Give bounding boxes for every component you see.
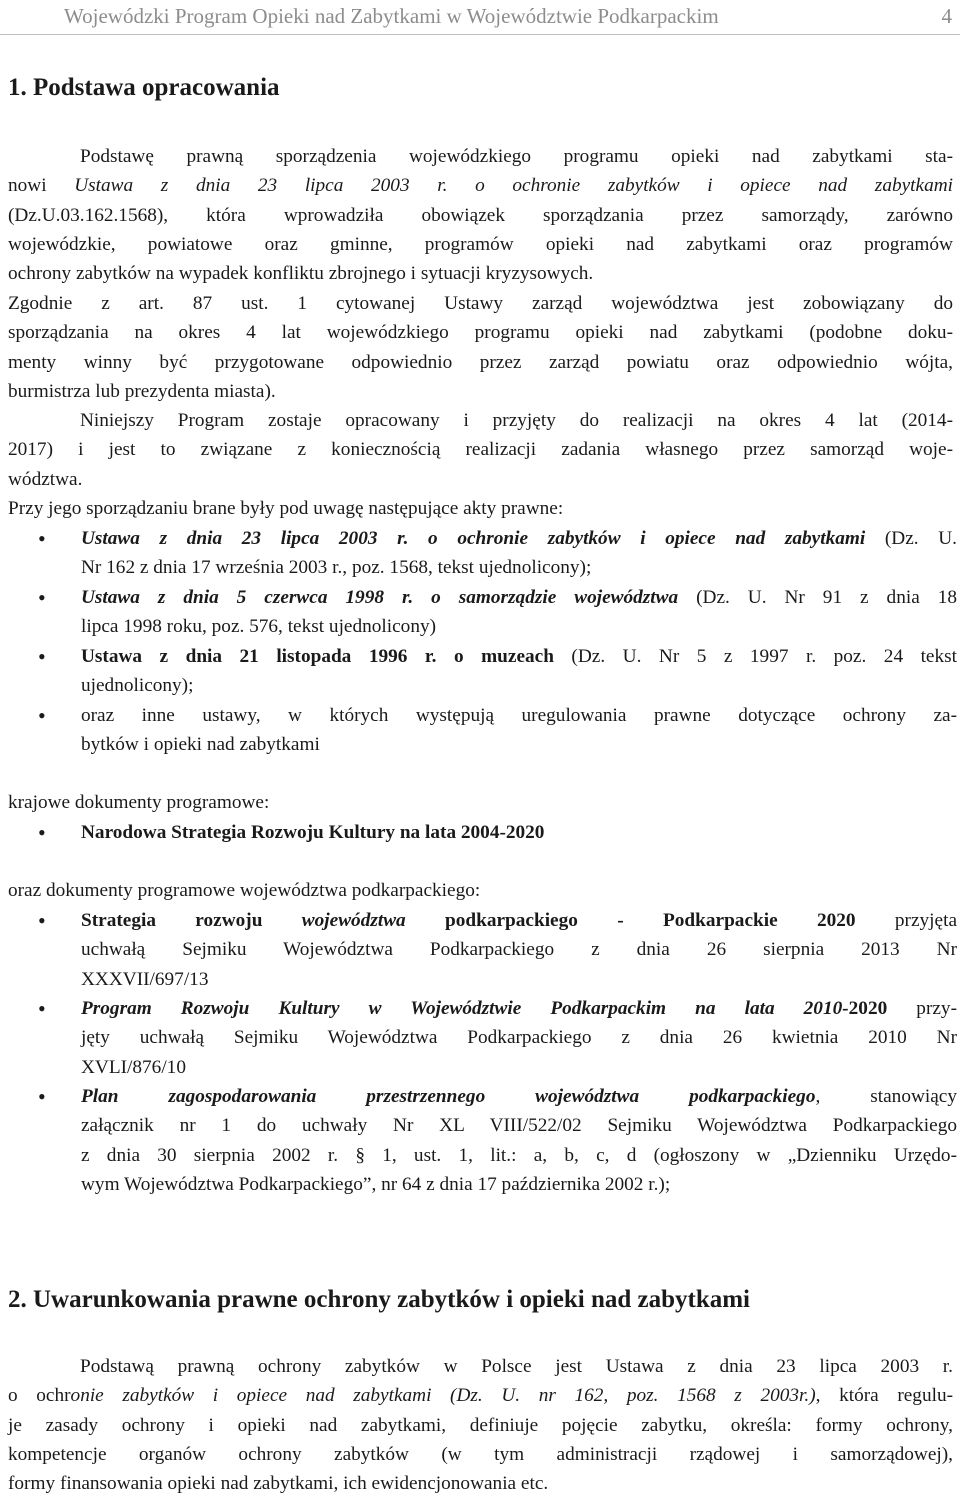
paragraph-program-period [8, 406, 953, 494]
p1-line-3: (Dz.U.03.162.1568), która wprowadziła obowiązek sporządzania przez samorządy, zarówno [8, 204, 953, 226]
s2-line-1: Podstawą prawną ochrony zabytków w Polsce jest Ustawa z dnia 23 lipca 2003 r. [80, 1356, 953, 1377]
s2-line-2-a: o ochr [8, 1385, 71, 1407]
reg-2-bold-italic: Program Rozwoju Kultury w Województwie Podkarpackim na lata 2010- [81, 998, 849, 1019]
reg-2-line-1 [81, 994, 957, 1023]
national-docs-intro: krajowe dokumenty programowe: [8, 792, 270, 813]
bullet-icon: • [38, 996, 46, 1021]
section-2-heading: 2. Uwarunkowania prawne ochrony zabytków i opieki nad zabytkami [8, 1286, 751, 1313]
act-3-line-1 [81, 642, 957, 671]
act-title-italic: Ustawa z dnia 23 lipca 2003 r. o ochronie zabytków i opiece nad zabytkami [74, 175, 953, 197]
p1-line-1: Podstawę prawną sporządzenia wojewódzkiego programu opieki nad zabytkami sta- [80, 146, 953, 167]
p1-line-4: wojewódzkie, powiatowe oraz gminne, programów opieki nad zabytkami oraz programów [8, 233, 953, 255]
reg-1-bold-a: Strategia rozwoju [81, 910, 302, 931]
bullet-icon: • [38, 820, 46, 845]
reg-2-line-2: jęty uchwałą Sejmiku Województwa Podkarpackiego z dnia 26 kwietnia 2010 Nr [81, 1027, 957, 1049]
list-item-culture-program [81, 994, 957, 1082]
s2-act-citation: onie zabytków i opiece nad zabytkami (Dz. U. nr 162, poz. 1568 z 2003r.) [70, 1385, 816, 1407]
reg-3-rest: , stanowiący [815, 1086, 957, 1107]
reg-3-line-2: załącznik nr 1 do uchwały Nr XL VIII/522/02 Sejmiku Województwa Podkarpackiego [81, 1115, 957, 1137]
act-2-title: Ustawa z dnia 5 czerwca 1998 r. o samorządzie województwa [81, 587, 679, 608]
reg-1-rest: przyjęta [855, 910, 957, 931]
list-item-regional-strategy [81, 906, 957, 994]
paragraph-legal-framework [8, 1352, 953, 1498]
act-2-line-1 [81, 583, 957, 612]
p1-line-2-a: nowi [8, 175, 75, 197]
list-item-act-1998 [81, 583, 957, 642]
bullet-icon: • [38, 644, 46, 669]
s2-line-2 [8, 1381, 953, 1410]
s2-line-5: formy finansowania opieki nad zabytkami, ich ewidencjonowania etc. [8, 1473, 549, 1495]
p3-line-1: Niniejszy Program zostaje opracowany i przyjęty do realizacji na okres 4 lat (2014- [80, 410, 953, 431]
act-1-ref: (Dz. U. [865, 528, 958, 549]
p2-line-4: burmistrza lub prezydenta miasta). [8, 380, 276, 402]
paragraph-article-87 [8, 289, 953, 406]
act-4-line-1: oraz inne ustawy, w których występują uregulowania prawne dotyczące ochrony za- [81, 705, 957, 726]
reg-1-bold-italic: województwa [301, 910, 406, 931]
reg-1-line-3: XXXVII/697/13 [81, 968, 209, 990]
bullet-icon: • [38, 908, 46, 933]
bullet-icon: • [38, 703, 46, 728]
reg-3-bold-italic: Plan zagospodarowania przestrzennego województwa podkarpackiego [81, 1086, 816, 1107]
act-2-ref: (Dz. U. Nr 91 z dnia 18 [678, 587, 957, 608]
reg-2-rest: przy- [887, 998, 957, 1019]
list-item-national-strategy: Narodowa Strategia Rozwoju Kultury na lata 2004-2020 [81, 822, 545, 843]
p1-line-5: ochrony zabytków na wypadek konfliktu zbrojnego i sytuacji kryzysowych. [8, 263, 594, 285]
s2-line-2-c: , która regulu- [815, 1385, 954, 1407]
list-item-other-acts [81, 701, 957, 760]
page-header [0, 0, 960, 35]
p3-line-3: wództwa. [8, 468, 83, 490]
bullet-icon: • [38, 585, 46, 610]
bullet-icon: • [38, 1084, 46, 1109]
reg-1-bold-b: podkarpackiego - Podkarpackie 2020 [405, 910, 856, 931]
act-1-line-2: Nr 162 z dnia 17 września 2003 r., poz. 1568, tekst ujednolicony); [81, 557, 592, 579]
reg-3-line-1 [81, 1082, 957, 1111]
reg-1-line-1 [81, 906, 957, 935]
act-3-line-2: ujednolicony); [81, 675, 194, 697]
bullet-icon: • [38, 526, 46, 551]
p2-line-3: menty winny być przygotowane odpowiednio przez zarząd powiatu oraz odpowiednio wójta, [8, 351, 953, 373]
section-1-heading: 1. Podstawa opracowania [8, 74, 280, 101]
header-title: Wojewódzki Program Opieki nad Zabytkami w Województwie Podkarpackim [64, 4, 719, 28]
p3-line-2: 2017) i jest to związane z koniecznością realizacji zadania własnego przez samorząd woje- [8, 439, 953, 461]
reg-2-bold: 2020 [848, 998, 888, 1019]
list-item-act-1996 [81, 642, 957, 701]
list-item-act-2003 [81, 524, 957, 583]
page-number: 4 [941, 4, 952, 28]
list-item-spatial-plan [81, 1082, 957, 1199]
s2-line-3: je zasady ochrony i opieki nad zabytkami, definiuje pojęcie zabytku, określa: formy ochrony, [8, 1414, 953, 1436]
p2-line-1: Zgodnie z art. 87 ust. 1 cytowanej Ustawy zarząd województwa jest zobowiązany do [8, 293, 953, 314]
act-1-line-1 [81, 524, 957, 553]
regional-docs-intro: oraz dokumenty programowe województwa podkarpackiego: [8, 880, 481, 901]
reg-2-line-3: XVLI/876/10 [81, 1056, 186, 1078]
acts-intro: Przy jego sporządzaniu brane były pod uwagę następujące akty prawne: [8, 498, 564, 519]
reg-3-line-4: wym Województwa Podkarpackiego”, nr 64 z dnia 17 października 2002 r.); [81, 1173, 671, 1195]
reg-1-line-2: uchwałą Sejmiku Województwa Podkarpackiego z dnia 26 sierpnia 2013 Nr [81, 939, 957, 961]
act-3-title: Ustawa z dnia 21 listopada 1996 r. o muzeach [81, 646, 554, 667]
s2-line-4: kompetencje organów ochrony zabytków (w tym administracji rządowej i samorządowej), [8, 1443, 953, 1465]
p2-line-2: sporządzania na okres 4 lat wojewódzkiego programu opieki nad zabytkami (podobne doku- [8, 322, 953, 344]
act-3-ref: (Dz. U. Nr 5 z 1997 r. poz. 24 tekst [553, 646, 957, 667]
act-1-title: Ustawa z dnia 23 lipca 2003 r. o ochronie zabytków i opiece nad zabytkami [81, 528, 866, 549]
p1-line-2 [8, 171, 953, 200]
act-2-line-2: lipca 1998 roku, poz. 576, tekst ujednolicony) [81, 616, 437, 638]
reg-3-line-3: z dnia 30 sierpnia 2002 r. § 1, ust. 1, lit.: a, b, c, d (ogłoszony w „Dzienniku Urzędo- [81, 1144, 957, 1166]
paragraph-legal-basis [8, 142, 953, 288]
act-4-line-2: bytków i opieki nad zabytkami [81, 734, 320, 756]
